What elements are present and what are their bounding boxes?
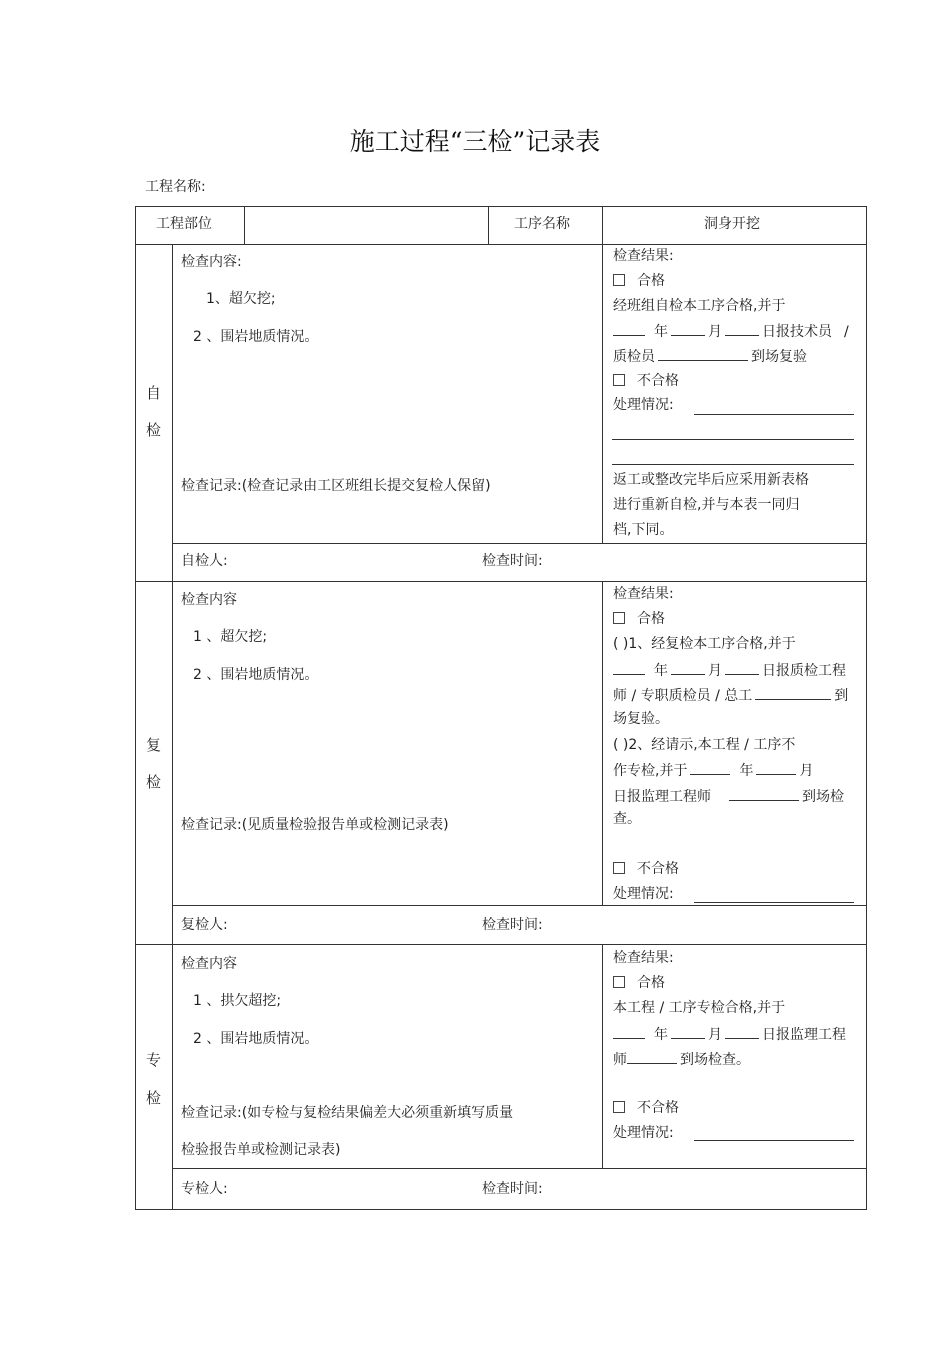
re-item-1: 1 、超欠挖; [193, 629, 268, 645]
self-rework-2: 进行重新自检,并与本表一同归 [613, 497, 800, 513]
re-person-label: 复检人: [181, 917, 228, 933]
process-label: 工序名称 [514, 216, 570, 232]
special-content-label: 检查内容 [181, 956, 237, 972]
re-check-label-2: 检 [146, 773, 162, 791]
self-person-label: 自检人: [181, 553, 228, 569]
checkbox-icon[interactable] [613, 274, 625, 286]
self-check-label-1: 自 [146, 384, 162, 402]
self-handling-line-1[interactable] [694, 414, 854, 415]
re-record-label: 检查记录:(见质量检验报告单或检测记录表) [181, 817, 449, 833]
self-check-label-2: 检 [146, 421, 162, 439]
month-blank[interactable] [671, 660, 705, 675]
checkbox-icon[interactable] [613, 1101, 625, 1113]
re-result-label: 检查结果: [613, 586, 674, 602]
self-time-label: 检查时间: [482, 553, 543, 569]
special-date-line: 年 月 日报监理工程 [613, 1024, 846, 1044]
checkbox-icon[interactable] [613, 862, 625, 874]
part-label: 工程部位 [156, 216, 212, 232]
self-date-line: 年 月 日报技术员 / [613, 321, 849, 341]
re-opt2-line1[interactable]: ( )2、经请示,本工程 / 工序不 [613, 737, 796, 753]
re-pass-option[interactable]: 合格 [613, 610, 665, 628]
month-blank[interactable] [671, 321, 705, 336]
self-record-label: 检查记录:(检查记录由工区班组长提交复检人保留) [181, 478, 491, 494]
self-handling-line-2[interactable] [612, 439, 854, 440]
inspector-blank[interactable] [658, 346, 748, 361]
re-opt1-date-line: 年 月 日报质检工程 [613, 660, 846, 680]
inspector-blank[interactable] [755, 685, 831, 700]
re-opt1-line1[interactable]: ( )1、经复检本工序合格,并于 [613, 636, 796, 652]
self-item-2: 2 、围岩地质情况。 [193, 329, 319, 345]
month-blank[interactable] [671, 1024, 705, 1039]
self-rework-3: 档,下同。 [613, 522, 674, 538]
day-blank[interactable] [725, 660, 759, 675]
self-result-label: 检查结果: [613, 248, 674, 264]
re-content-label: 检查内容 [181, 592, 237, 608]
re-opt1-line3: 师 / 专职质检员 / 总工 到 [613, 685, 848, 705]
special-handling-label: 处理情况: [613, 1125, 674, 1141]
self-inspector-line: 质检员 到场复验 [613, 346, 807, 366]
year-blank[interactable] [613, 321, 645, 336]
month-blank[interactable] [756, 760, 796, 775]
year-blank[interactable] [613, 1024, 645, 1039]
special-check-label-2: 检 [146, 1089, 162, 1107]
special-record-label-2: 检验报告单或检测记录表) [181, 1142, 341, 1158]
re-opt2-date-line: 作专检,并于 年 月 [613, 760, 813, 780]
re-time-label: 检查时间: [482, 917, 543, 933]
re-opt1-line4: 场复验。 [613, 711, 669, 727]
special-result-label: 检查结果: [613, 950, 674, 966]
re-opt2-line3: 日报监理工程师 到场检 [613, 786, 844, 806]
self-item-1: 1、超欠挖; [206, 291, 276, 307]
self-pass-text: 经班组自检本工序合格,并于 [613, 298, 786, 314]
self-rework-1: 返工或整改完毕后应采用新表格 [613, 472, 809, 488]
special-fail-option[interactable]: 不合格 [613, 1099, 679, 1117]
year-blank[interactable] [613, 660, 645, 675]
checkbox-icon[interactable] [613, 976, 625, 988]
self-content-label: 检查内容: [181, 254, 242, 270]
checkbox-icon[interactable] [613, 612, 625, 624]
re-check-label-1: 复 [146, 736, 162, 754]
re-item-2: 2 、围岩地质情况。 [193, 667, 319, 683]
supervisor-blank[interactable] [729, 786, 799, 801]
supervisor-blank[interactable] [627, 1049, 677, 1064]
special-supervisor-line: 师 到场检查。 [613, 1049, 750, 1069]
page-title: 施工过程“三检”记录表 [349, 127, 601, 156]
special-time-label: 检查时间: [482, 1181, 543, 1197]
special-pass-text: 本工程 / 工序专检合格,并于 [613, 1000, 786, 1016]
project-name-label: 工程名称: [145, 179, 206, 195]
re-opt2-line4: 查。 [613, 811, 641, 827]
day-blank[interactable] [725, 321, 759, 336]
special-item-1: 1 、拱欠超挖; [193, 993, 282, 1009]
self-pass-option[interactable]: 合格 [613, 272, 665, 290]
self-handling-line-3[interactable] [612, 464, 854, 465]
special-item-2: 2 、围岩地质情况。 [193, 1031, 319, 1047]
re-handling-line[interactable] [694, 902, 854, 903]
special-pass-option[interactable]: 合格 [613, 974, 665, 992]
year-blank[interactable] [690, 760, 730, 775]
re-handling-label: 处理情况: [613, 886, 674, 902]
self-handling-label: 处理情况: [613, 397, 674, 413]
special-record-label-1: 检查记录:(如专检与复检结果偏差大必须重新填写质量 [181, 1105, 514, 1121]
special-check-label-1: 专 [146, 1051, 162, 1069]
day-blank[interactable] [725, 1024, 759, 1039]
process-value: 洞身开挖 [704, 216, 760, 232]
checkbox-icon[interactable] [613, 374, 625, 386]
re-fail-option[interactable]: 不合格 [613, 860, 679, 878]
self-fail-option[interactable]: 不合格 [613, 372, 679, 390]
special-handling-line[interactable] [694, 1140, 854, 1141]
special-person-label: 专检人: [181, 1181, 228, 1197]
